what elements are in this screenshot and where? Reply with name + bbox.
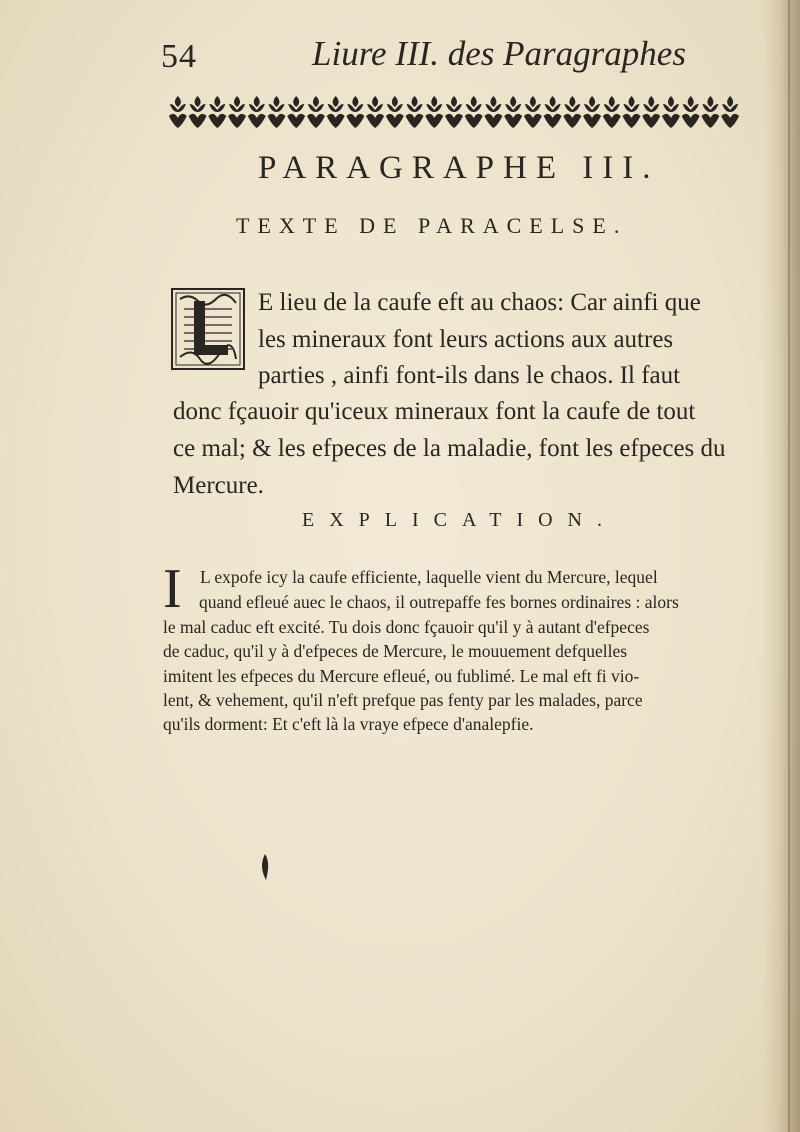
fleuron-icon	[386, 96, 404, 128]
fleuron-icon	[267, 96, 285, 128]
fleuron-icon	[189, 96, 207, 128]
main-text-line: les mineraux font leurs actions aux autres	[258, 326, 674, 353]
fleuron-icon	[583, 96, 601, 128]
fleuron-icon	[544, 96, 562, 128]
decorative-ornament-band	[168, 92, 740, 132]
explication-line: lent, & vehement, qu'il n'eft prefque pas fenty par les malades, parce	[163, 690, 643, 710]
running-head: Liure III. des Paragraphes	[312, 34, 686, 73]
fleuron-icon	[465, 96, 483, 128]
fleuron-icon	[504, 96, 522, 128]
fleuron-icon	[642, 96, 660, 128]
explication-line: de caduc, qu'il y à d'efpeces de Mercure, le mouuement defquelles	[163, 641, 628, 661]
fleuron-icon	[721, 96, 739, 128]
main-text-line: ce mal; & les efpeces de la maladie, font les efpeces du	[173, 435, 726, 462]
fleuron-icon	[327, 96, 345, 128]
fleuron-icon	[287, 96, 305, 128]
main-text-line: parties , ainfi font-ils dans le chaos. Il faut	[258, 362, 681, 389]
explication-line: imitent les efpeces du Mercure efleué, ou fublimé. Le mal eft fi vio-	[163, 666, 640, 686]
explication-line: quand efleué auec le chaos, il outrepaffe fes bornes ordinaires : alors	[199, 592, 679, 612]
explication-line: qu'ils dorment: Et c'eft là la vraye efpece d'analepfie.	[163, 714, 534, 734]
ink-blot-mark	[260, 854, 270, 880]
fleuron-icon	[623, 96, 641, 128]
subheading-text-of: TEXTE DE PARACELSE.	[236, 213, 628, 238]
explication-heading: EXPLICATION.	[302, 509, 617, 531]
fleuron-icon	[208, 96, 226, 128]
fleuron-icon	[603, 96, 621, 128]
explication-line: L expofe icy la caufe efficiente, laquelle vient du Mercure, lequel	[200, 567, 658, 587]
explication-initial: I	[163, 558, 182, 620]
fleuron-icon	[524, 96, 542, 128]
fleuron-icon	[169, 96, 187, 128]
decorated-initial-l-icon	[170, 287, 246, 371]
fleuron-icon	[425, 96, 443, 128]
fleuron-icon	[484, 96, 502, 128]
page-number: 54	[161, 38, 197, 75]
main-text-line: donc fçauoir qu'iceux mineraux font la caufe de tout	[173, 398, 696, 425]
main-text-line: E lieu de la caufe eft au chaos: Car ainfi que	[258, 289, 701, 316]
fleuron-icon	[228, 96, 246, 128]
section-heading: PARAGRAPHE III.	[258, 150, 660, 186]
fleuron-icon	[248, 96, 266, 128]
main-text-line: Mercure.	[173, 472, 264, 499]
fleuron-icon	[346, 96, 364, 128]
fleuron-icon	[445, 96, 463, 128]
page-edge-line	[788, 0, 790, 1132]
fleuron-icon	[701, 96, 719, 128]
page-edge-shadow	[762, 0, 800, 1132]
fleuron-icon	[307, 96, 325, 128]
fleuron-icon	[563, 96, 581, 128]
fleuron-icon	[366, 96, 384, 128]
fleuron-icon	[662, 96, 680, 128]
fleuron-icon	[406, 96, 424, 128]
fleuron-icon	[682, 96, 700, 128]
explication-line: le mal caduc eft excité. Tu dois donc fçauoir qu'il y à autant d'efpeces	[163, 617, 650, 637]
